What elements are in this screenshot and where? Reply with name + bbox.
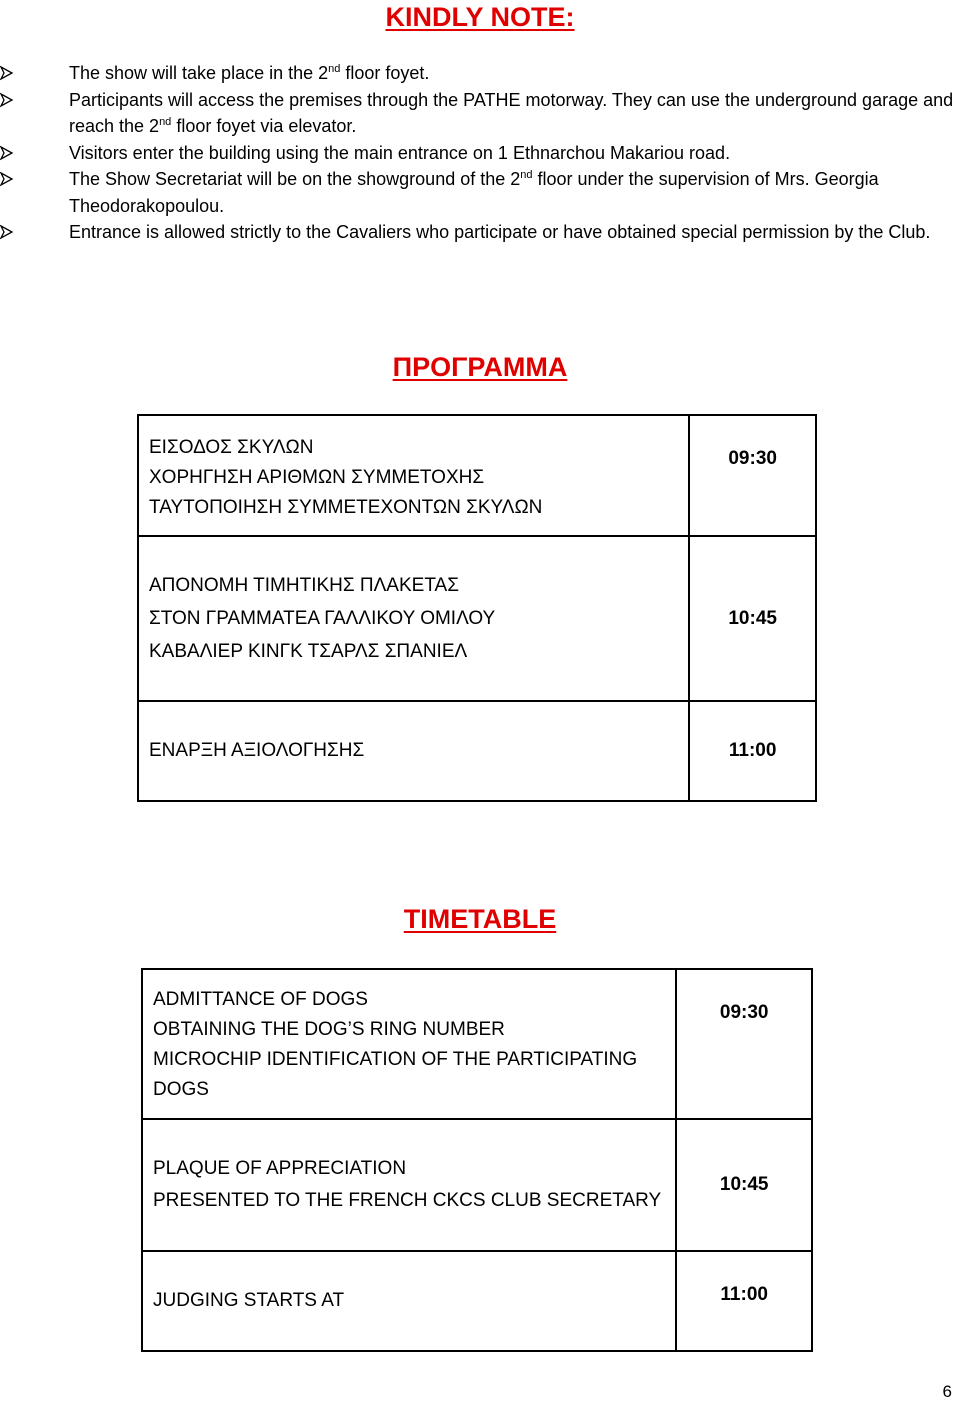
schedule-description (138, 415, 689, 536)
description-line: ADMITTANCE OF DOGS (153, 989, 368, 1010)
programma-title: ΠΡΟΓΡΑΜΜΑ (392, 352, 568, 382)
schedule-time: 11:00 (676, 1251, 812, 1351)
notes-list (0, 60, 960, 246)
note-text: Visitors enter the building using the main entrance on 1 Ethnarchou Makariou road. (69, 142, 731, 163)
timetable-table (141, 968, 813, 1352)
note-superscript: nd (520, 169, 533, 181)
arrowhead-bullet-icon (0, 87, 14, 113)
schedule-description (138, 536, 689, 701)
description-line: ΤΑΥΤΟΠΟΙΗΣΗ ΣΥΜΜΕΤΕΧΟΝΤΩΝ ΣΚΥΛΩΝ (149, 496, 543, 518)
note-item (0, 140, 960, 167)
note-text-continued: floor foyet via elevator. (171, 116, 357, 136)
arrowhead-bullet-icon (0, 140, 14, 166)
schedule-description (142, 1119, 676, 1251)
programma-table (137, 414, 817, 802)
description-line: JUDGING STARTS AT (153, 1290, 345, 1311)
schedule-time: 10:45 (676, 1119, 812, 1251)
arrowhead-bullet-icon (0, 166, 14, 192)
note-item (0, 219, 960, 246)
schedule-time: 09:30 (676, 969, 812, 1119)
table-row (138, 536, 816, 701)
schedule-description (142, 1251, 676, 1351)
note-text: The show will take place in the 2 (69, 63, 329, 83)
schedule-time: 10:45 (689, 536, 816, 701)
table-row (142, 1251, 812, 1351)
schedule-description (138, 701, 689, 801)
table-row (138, 701, 816, 801)
note-item (0, 60, 960, 87)
note-item (0, 166, 960, 219)
table-row (138, 415, 816, 536)
page-number: 6 (942, 1382, 952, 1401)
description-line: ΑΠΟΝΟΜΗ ΤΙΜΗΤΙΚΗΣ ΠΛΑΚΕΤΑΣ (149, 575, 459, 596)
description-line: ΣΤΟΝ ΓΡΑΜΜΑΤΕΑ ΓΑΛΛΙΚΟΥ ΟΜΙΛΟΥ (149, 608, 496, 629)
table-row (142, 969, 812, 1119)
description-line: PLAQUE OF APPRECIATION (153, 1158, 407, 1179)
schedule-time: 09:30 (689, 415, 816, 536)
kindly-note-title: KINDLY NOTE: (385, 2, 575, 32)
description-line: ΕΝΑΡΞΗ ΑΞΙΟΛΟΓΗΣΗΣ (149, 740, 365, 761)
schedule-description (142, 969, 676, 1119)
note-text-continued: floor foyet. (340, 63, 430, 83)
note-text: Entrance is allowed strictly to the Cavaliers who participate or have obtained special permission by the Club. (69, 222, 931, 242)
note-text: The Show Secretariat will be on the showground of the 2 (69, 169, 521, 189)
note-superscript: nd (159, 116, 172, 128)
description-line: MICROCHIP IDENTIFICATION OF THE PARTICIPATING DOGS (153, 1049, 638, 1100)
description-line: ΧΟΡΗΓΗΣΗ ΑΡΙΘΜΩΝ ΣΥΜΜΕΤΟΧΗΣ (149, 466, 485, 488)
arrowhead-bullet-icon (0, 219, 14, 245)
schedule-time: 11:00 (689, 701, 816, 801)
note-superscript: nd (328, 63, 341, 75)
note-text: Participants will access the premises through the PATHE motorway. They can use the underground garage and reach the 2 (69, 89, 954, 136)
description-line: PRESENTED TO THE FRENCH CKCS CLUB SECRETARY (153, 1190, 662, 1211)
note-text-continued: floor under the supervision of Mrs. Georgia Theodorakopoulou. (69, 169, 879, 216)
description-line: ΚΑΒΑΛΙΕΡ ΚΙΝΓΚ ΤΣΑΡΛΣ ΣΠΑΝΙΕΛ (149, 641, 468, 662)
timetable-title: TIMETABLE (403, 904, 557, 934)
description-line: OBTAINING THE DOG’S RING NUMBER (153, 1019, 505, 1040)
description-line: ΕΙΣΟΔΟΣ ΣΚΥΛΩΝ (149, 436, 314, 458)
table-row (142, 1119, 812, 1251)
note-item (0, 87, 960, 140)
arrowhead-bullet-icon (0, 60, 14, 86)
